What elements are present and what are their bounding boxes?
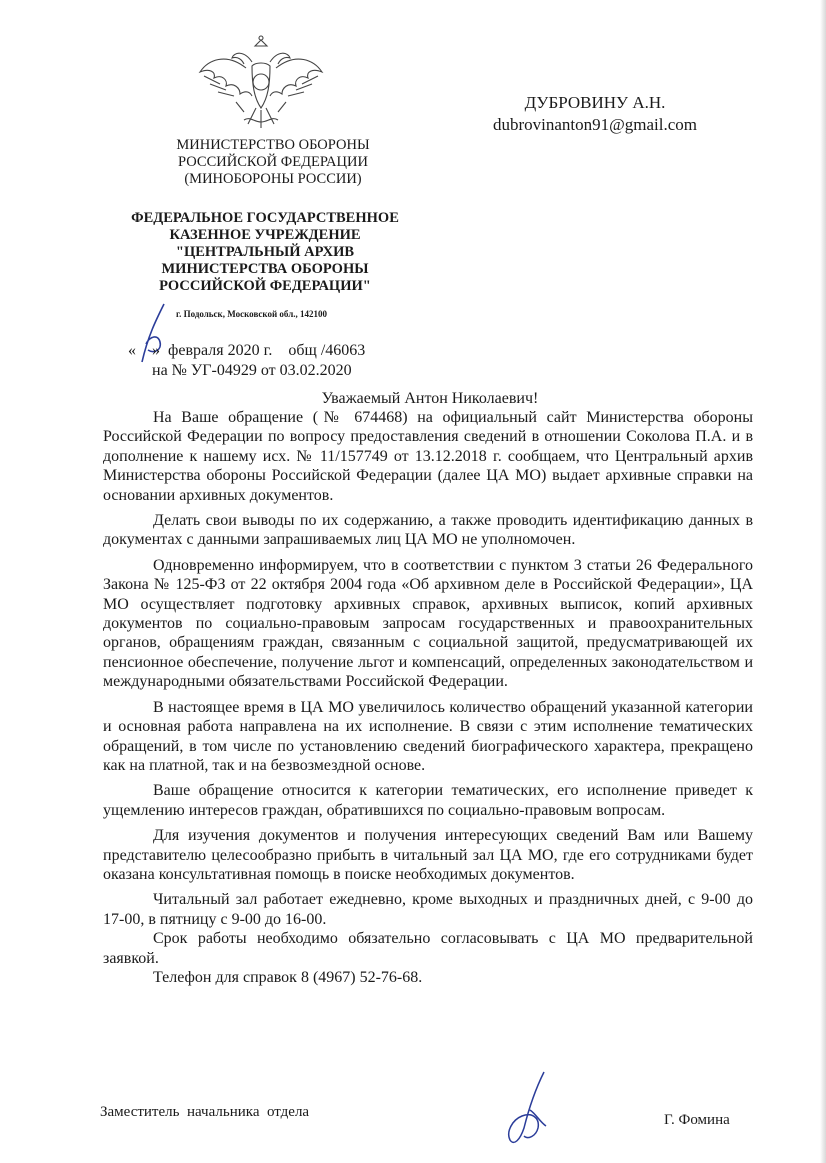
letter-paragraph: Для изучения документов и получения интересующих сведений Вам или Вашему представителю целесообразно прибыть в читальный зал ЦА МО, где его сотрудниками будет оказана консультативная помощь в поиске необходимых документов. — [103, 827, 753, 883]
institution-heading — [110, 210, 420, 295]
ministry-line: РОССИЙСКОЙ ФЕДЕРАЦИИ — [178, 154, 368, 170]
letter-paragraph: Срок работы необходимо обязательно согласовывать с ЦА МО предварительной заявкой. — [103, 930, 753, 967]
institution-line: РОССИЙСКОЙ ФЕДЕРАЦИИ" — [159, 278, 371, 294]
outgoing-date-number: « » февраля 2020 г. общ /46063 — [128, 342, 366, 359]
ministry-line: (МИНОБОРОНЫ РОССИИ) — [184, 171, 362, 187]
scan-edge-shadow — [820, 0, 826, 1163]
handwritten-signature-icon — [500, 1070, 560, 1150]
reference-number: на № УГ-04929 от 03.02.2020 — [152, 362, 352, 379]
ministry-heading — [168, 137, 378, 188]
letter-paragraph: Одновременно информируем, что в соответствии с пунктом 3 статьи 26 Федерального Закона № 125-ФЗ от 22 октября 2004 года «Об архивном деле в Российской Федерации», ЦА МО осуществляет подготовку архивных справок, архивных выписок, копий архивных документов по социально-правовым запросам государственных и правоохранительных органов, обращениям граждан, связанным с социальной защитой, предусматривающей их пенсионное обеспечение, получение льгот и компенсаций, определенных законодательством и международными обязательствами Российской Федерации. — [103, 556, 753, 691]
ministry-line: МИНИСТЕРСТВО ОБОРОНЫ — [176, 137, 370, 153]
letter-paragraph: На Ваше обращение (№ 674468) на официальный сайт Министерства обороны Российской Федерации по вопросу предоставления сведений в отношении Соколова П.А. и в дополнение к нашему исх. № 11/157749 от 13.12.2018 г. сообщаем, что Центральный архив Министерства обороны Российской Федерации (далее ЦА МО) выдает архивные справки на основании архивных документов. — [103, 409, 753, 504]
signer-name: Г. Фомина — [664, 1112, 730, 1128]
recipient-name: ДУБРОВИНУ А.Н. — [524, 93, 666, 112]
double-headed-eagle-emblem-icon — [196, 32, 326, 132]
signer-title: Заместитель начальника отдела — [100, 1104, 310, 1120]
letter-paragraph: Делать свои выводы по их содержанию, а также проводить идентификацию данных в документах с данными запрашиваемых лиц ЦА МО не уполномочен. — [103, 512, 753, 549]
institution-line: МИНИСТЕРСТВА ОБОРОНЫ — [161, 261, 369, 277]
recipient-email: dubrovinanton91@gmail.com — [492, 115, 698, 134]
letter-paragraph: Телефон для справок 8 (4967) 52-76-68. — [153, 968, 423, 986]
letter-body — [103, 408, 753, 987]
salutation: Уважаемый Антон Николаевич! — [321, 390, 539, 407]
institution-line: "ЦЕНТРАЛЬНЫЙ АРХИВ — [175, 244, 355, 260]
institution-line: ФЕДЕРАЛЬНОЕ ГОСУДАРСТВЕННОЕ — [131, 210, 399, 226]
institution-address: г. Подольск, Московской обл., 142100 — [176, 309, 327, 319]
institution-line: КАЗЕННОЕ УЧРЕЖДЕНИЕ — [169, 227, 361, 243]
letter-paragraph: Читальный зал работает ежедневно, кроме выходных и праздничных дней, с 9-00 до 17-00, в пятницу с 9-00 до 16-00. — [103, 891, 753, 928]
letter-paragraph: В настоящее время в ЦА МО увеличилось количество обращений указанной категории и основная работа направлена на их исполнение. В связи с этим исполнение тематических обращений, в том числе по установлению сведений биографического характера, прекращено как на платной, так и на безвозмездной основе. — [103, 698, 753, 774]
recipient-block — [470, 92, 720, 136]
letter-paragraph: Ваше обращение относится к категории тематических, его исполнение приведет к ущемлению интересов граждан, обратившихся по социально-правовым вопросам. — [103, 782, 753, 819]
